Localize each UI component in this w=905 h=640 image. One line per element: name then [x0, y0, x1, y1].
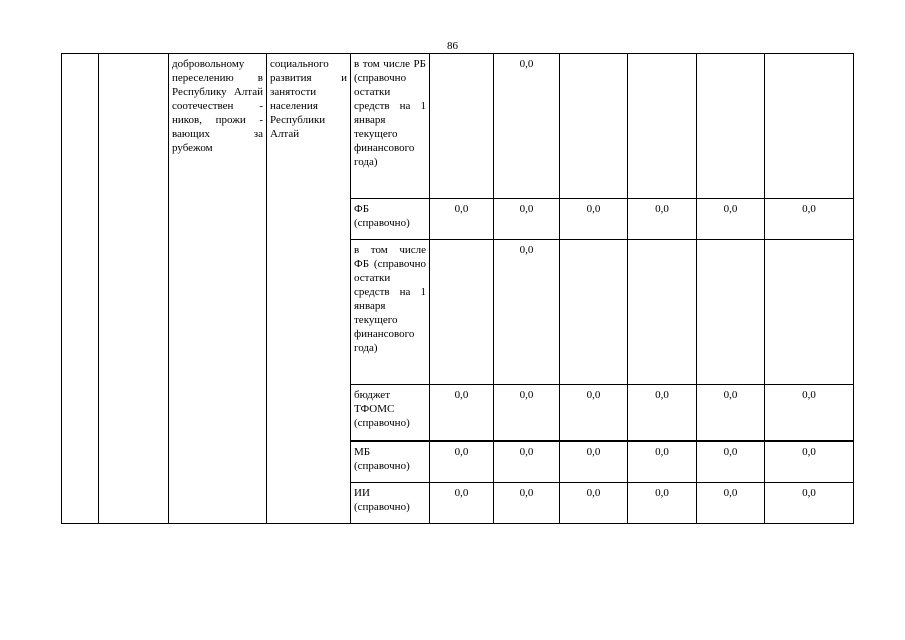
value-cell: 0,0: [628, 483, 697, 524]
table-row: [62, 54, 854, 199]
row-label: ИИ (справочно): [351, 483, 430, 524]
value-cell: [697, 54, 765, 199]
value-cell: [560, 240, 628, 385]
value-cell: 0,0: [560, 441, 628, 483]
row-label: МБ (справочно): [351, 441, 430, 483]
value-cell: 0,0: [494, 441, 560, 483]
empty-col-1: [62, 54, 99, 524]
value-cell: [628, 240, 697, 385]
value-cell: 0,0: [697, 385, 765, 441]
value-cell: 0,0: [560, 199, 628, 240]
value-cell: [697, 240, 765, 385]
value-cell: 0,0: [628, 385, 697, 441]
value-cell: 0,0: [494, 54, 560, 199]
value-cell: 0,0: [560, 483, 628, 524]
row-label: в том числе РБ (справочно остатки средств на 1 января текущего финансового года): [351, 54, 430, 199]
value-cell: 0,0: [765, 441, 854, 483]
value-cell: [560, 54, 628, 199]
row-label: в том числе ФБ (справочно остатки средств на 1 января текущего финансового года): [351, 240, 430, 385]
program-name-cell: добровольному переселению в Республику Алтай соотечествен - ников, прожи - вающих за рубежом: [169, 54, 267, 524]
value-cell: 0,0: [430, 483, 494, 524]
value-cell: 0,0: [494, 483, 560, 524]
value-cell: 0,0: [628, 199, 697, 240]
value-cell: 0,0: [628, 441, 697, 483]
page-number: 86: [447, 40, 458, 52]
value-cell: 0,0: [765, 385, 854, 441]
value-cell: 0,0: [494, 240, 560, 385]
row-label: бюджет ТФОМС (справочно): [351, 385, 430, 441]
budget-table: [61, 53, 854, 524]
value-cell: [765, 240, 854, 385]
value-cell: 0,0: [430, 385, 494, 441]
value-cell: 0,0: [697, 483, 765, 524]
value-cell: [430, 54, 494, 199]
value-cell: 0,0: [765, 483, 854, 524]
value-cell: 0,0: [697, 199, 765, 240]
row-label: ФБ (справочно): [351, 199, 430, 240]
value-cell: [628, 54, 697, 199]
executor-cell: социального развития и занятости населения Республики Алтай: [267, 54, 351, 524]
value-cell: 0,0: [765, 199, 854, 240]
value-cell: 0,0: [494, 385, 560, 441]
value-cell: 0,0: [430, 441, 494, 483]
value-cell: 0,0: [560, 385, 628, 441]
value-cell: [430, 240, 494, 385]
value-cell: 0,0: [430, 199, 494, 240]
value-cell: 0,0: [494, 199, 560, 240]
empty-col-2: [99, 54, 169, 524]
value-cell: [765, 54, 854, 199]
value-cell: 0,0: [697, 441, 765, 483]
